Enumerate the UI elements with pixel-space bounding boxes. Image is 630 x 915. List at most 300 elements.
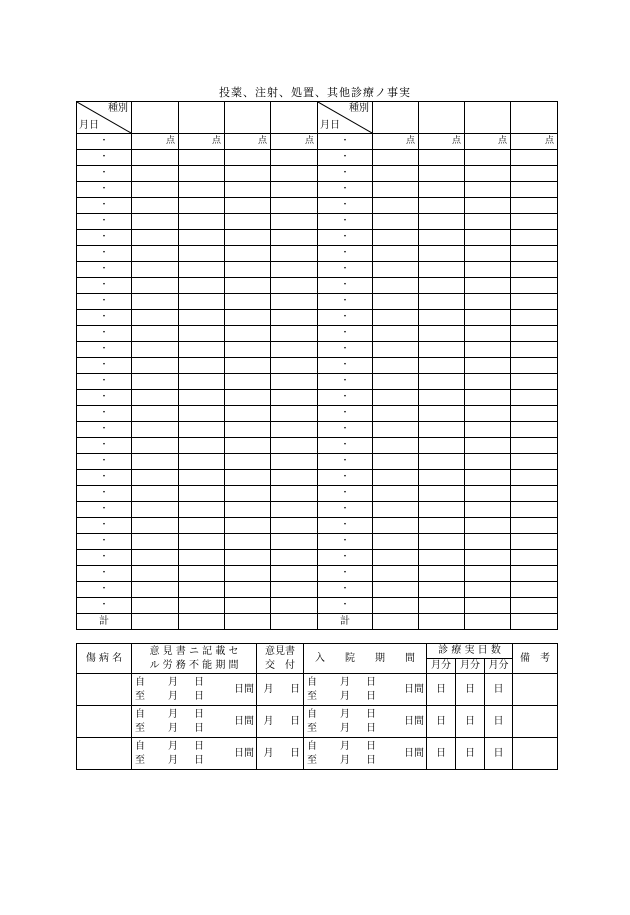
points-cell[interactable] [271,230,318,246]
kind-cell[interactable] [511,102,558,134]
points-cell[interactable] [225,358,271,374]
points-cell[interactable] [419,358,465,374]
date-cell[interactable]: ・ [77,214,132,230]
points-cell[interactable] [511,342,558,358]
date-cell[interactable]: ・ [77,486,132,502]
date-cell[interactable]: ・ [318,406,373,422]
date-cell[interactable]: ・ [77,550,132,566]
points-cell[interactable] [511,358,558,374]
points-cell[interactable] [465,582,511,598]
points-cell[interactable] [179,406,225,422]
points-cell[interactable] [465,518,511,534]
points-cell[interactable] [271,550,318,566]
points-cell[interactable] [419,582,465,598]
points-cell[interactable] [132,550,179,566]
points-cell[interactable] [271,326,318,342]
points-cell[interactable] [419,422,465,438]
date-cell[interactable]: ・ [318,358,373,374]
points-cell[interactable] [373,470,419,486]
date-cell[interactable]: ・ [77,198,132,214]
points-cell[interactable] [465,534,511,550]
points-cell[interactable] [132,294,179,310]
points-cell[interactable] [465,294,511,310]
points-cell[interactable] [373,486,419,502]
points-cell[interactable] [132,406,179,422]
points-cell[interactable] [132,374,179,390]
points-cell[interactable] [225,310,271,326]
points-cell[interactable] [373,550,419,566]
points-cell[interactable] [271,150,318,166]
points-cell[interactable] [225,550,271,566]
date-cell[interactable]: ・ [77,534,132,550]
points-cell[interactable] [419,246,465,262]
points-cell[interactable] [419,454,465,470]
date-cell[interactable]: ・ [77,566,132,582]
points-cell[interactable] [179,518,225,534]
points-cell[interactable] [511,582,558,598]
points-cell[interactable] [132,422,179,438]
date-cell[interactable]: ・ [77,230,132,246]
points-cell[interactable] [179,294,225,310]
points-cell[interactable] [419,534,465,550]
date-cell[interactable]: ・ [77,598,132,614]
points-cell[interactable] [419,566,465,582]
kind-cell[interactable] [271,102,318,134]
date-cell[interactable]: ・ [318,438,373,454]
points-cell[interactable] [465,374,511,390]
date-cell[interactable]: ・ [77,358,132,374]
points-cell[interactable] [271,166,318,182]
date-cell[interactable]: ・ [318,486,373,502]
points-cell[interactable] [373,374,419,390]
points-cell[interactable] [132,358,179,374]
points-cell[interactable] [373,534,419,550]
date-cell[interactable]: ・ [318,246,373,262]
points-cell[interactable] [373,582,419,598]
points-cell[interactable]: 点 [419,134,465,150]
points-cell[interactable] [373,262,419,278]
points-cell[interactable] [373,598,419,614]
points-cell[interactable] [179,470,225,486]
opinion-delivery-cell[interactable] [257,706,304,738]
points-cell[interactable] [179,502,225,518]
points-cell[interactable] [271,342,318,358]
points-cell[interactable] [225,534,271,550]
points-cell[interactable] [419,262,465,278]
points-cell[interactable] [132,534,179,550]
points-cell[interactable]: 点 [465,134,511,150]
points-cell[interactable] [271,406,318,422]
points-cell[interactable] [271,518,318,534]
points-cell[interactable] [419,486,465,502]
points-cell[interactable] [511,486,558,502]
date-cell[interactable]: ・ [318,454,373,470]
total-cell[interactable] [132,614,179,630]
date-cell[interactable]: ・ [318,598,373,614]
points-cell[interactable] [271,534,318,550]
date-cell[interactable]: ・ [318,582,373,598]
points-cell[interactable] [465,502,511,518]
points-cell[interactable] [419,550,465,566]
points-cell[interactable] [511,422,558,438]
points-cell[interactable] [132,230,179,246]
points-cell[interactable] [373,198,419,214]
total-cell[interactable] [465,614,511,630]
points-cell[interactable] [465,598,511,614]
points-cell[interactable] [132,278,179,294]
points-cell[interactable] [179,310,225,326]
total-cell[interactable] [511,614,558,630]
points-cell[interactable] [465,198,511,214]
date-cell[interactable]: ・ [318,502,373,518]
points-cell[interactable] [225,390,271,406]
points-cell[interactable] [511,214,558,230]
points-cell[interactable] [271,438,318,454]
points-cell[interactable] [132,182,179,198]
points-cell[interactable] [511,454,558,470]
date-cell[interactable]: ・ [77,422,132,438]
points-cell[interactable] [225,230,271,246]
total-cell[interactable] [419,614,465,630]
date-cell[interactable]: ・ [77,390,132,406]
treatment-days-cell[interactable]: 日 [485,706,513,738]
incapacity-period-cell[interactable] [132,738,257,770]
date-cell[interactable]: ・ [77,326,132,342]
points-cell[interactable] [179,214,225,230]
points-cell[interactable] [511,166,558,182]
points-cell[interactable] [373,358,419,374]
disease-name-cell[interactable] [77,706,132,738]
points-cell[interactable] [132,598,179,614]
points-cell[interactable] [271,422,318,438]
date-cell[interactable]: ・ [77,278,132,294]
points-cell[interactable] [271,262,318,278]
points-cell[interactable] [511,374,558,390]
points-cell[interactable] [179,438,225,454]
date-cell[interactable]: ・ [318,518,373,534]
points-cell[interactable]: 点 [225,134,271,150]
points-cell[interactable] [179,486,225,502]
points-cell[interactable] [179,166,225,182]
points-cell[interactable] [511,198,558,214]
date-cell[interactable]: ・ [77,454,132,470]
points-cell[interactable] [419,182,465,198]
points-cell[interactable] [271,294,318,310]
points-cell[interactable] [225,566,271,582]
date-cell[interactable]: ・ [77,502,132,518]
date-cell[interactable]: ・ [318,422,373,438]
points-cell[interactable] [465,246,511,262]
points-cell[interactable] [419,518,465,534]
treatment-days-cell[interactable]: 日 [485,738,513,770]
date-cell[interactable]: ・ [77,582,132,598]
points-cell[interactable] [271,246,318,262]
date-cell[interactable]: ・ [318,326,373,342]
points-cell[interactable] [511,182,558,198]
points-cell[interactable]: 点 [271,134,318,150]
treatment-days-cell[interactable]: 日 [456,738,485,770]
kind-cell[interactable] [225,102,271,134]
points-cell[interactable] [271,198,318,214]
date-cell[interactable]: ・ [77,374,132,390]
date-cell[interactable]: ・ [318,342,373,358]
points-cell[interactable] [419,598,465,614]
points-cell[interactable] [419,230,465,246]
total-cell[interactable] [225,614,271,630]
points-cell[interactable] [465,470,511,486]
points-cell[interactable] [225,518,271,534]
points-cell[interactable] [373,182,419,198]
points-cell[interactable] [465,310,511,326]
points-cell[interactable] [465,550,511,566]
points-cell[interactable] [225,262,271,278]
points-cell[interactable] [373,438,419,454]
date-cell[interactable]: ・ [318,278,373,294]
points-cell[interactable] [419,150,465,166]
date-cell[interactable]: ・ [77,342,132,358]
points-cell[interactable] [225,582,271,598]
points-cell[interactable] [132,166,179,182]
points-cell[interactable] [511,534,558,550]
points-cell[interactable] [225,374,271,390]
date-cell[interactable]: ・ [77,246,132,262]
total-cell[interactable] [179,614,225,630]
points-cell[interactable] [465,278,511,294]
points-cell[interactable] [419,294,465,310]
points-cell[interactable] [419,470,465,486]
date-cell[interactable]: ・ [318,470,373,486]
points-cell[interactable] [179,150,225,166]
points-cell[interactable] [465,150,511,166]
points-cell[interactable] [179,262,225,278]
points-cell[interactable] [132,470,179,486]
points-cell[interactable] [465,406,511,422]
points-cell[interactable] [465,230,511,246]
points-cell[interactable] [271,486,318,502]
points-cell[interactable] [132,454,179,470]
points-cell[interactable] [271,278,318,294]
points-cell[interactable] [373,166,419,182]
points-cell[interactable] [271,182,318,198]
points-cell[interactable] [271,566,318,582]
points-cell[interactable] [373,246,419,262]
points-cell[interactable] [179,358,225,374]
points-cell[interactable] [419,166,465,182]
points-cell[interactable] [271,502,318,518]
date-cell[interactable]: ・ [77,134,132,150]
points-cell[interactable] [419,214,465,230]
points-cell[interactable] [465,486,511,502]
points-cell[interactable] [373,230,419,246]
date-cell[interactable]: ・ [318,182,373,198]
points-cell[interactable] [225,470,271,486]
points-cell[interactable] [511,406,558,422]
points-cell[interactable] [179,534,225,550]
points-cell[interactable] [179,374,225,390]
points-cell[interactable] [465,390,511,406]
points-cell[interactable] [179,566,225,582]
points-cell[interactable] [271,390,318,406]
points-cell[interactable] [373,326,419,342]
treatment-days-cell[interactable]: 日 [427,706,456,738]
hospitalization-period-cell[interactable] [304,674,427,706]
points-cell[interactable] [373,150,419,166]
points-cell[interactable] [511,294,558,310]
points-cell[interactable] [373,214,419,230]
points-cell[interactable]: 点 [179,134,225,150]
points-cell[interactable] [511,566,558,582]
kind-cell[interactable] [373,102,419,134]
date-cell[interactable]: ・ [77,470,132,486]
date-cell[interactable]: ・ [318,390,373,406]
points-cell[interactable] [179,230,225,246]
points-cell[interactable] [511,470,558,486]
points-cell[interactable] [373,390,419,406]
date-cell[interactable]: ・ [77,406,132,422]
points-cell[interactable] [419,326,465,342]
remarks-cell[interactable] [513,738,558,770]
points-cell[interactable] [225,278,271,294]
date-cell[interactable]: ・ [77,518,132,534]
points-cell[interactable] [271,358,318,374]
points-cell[interactable] [419,310,465,326]
points-cell[interactable] [373,422,419,438]
opinion-delivery-cell[interactable] [257,674,304,706]
points-cell[interactable] [225,406,271,422]
points-cell[interactable] [225,438,271,454]
points-cell[interactable] [465,326,511,342]
date-cell[interactable]: ・ [77,262,132,278]
treatment-days-cell[interactable]: 日 [456,674,485,706]
points-cell[interactable] [132,310,179,326]
hospitalization-period-cell[interactable] [304,738,427,770]
points-cell[interactable] [373,342,419,358]
date-cell[interactable]: ・ [318,294,373,310]
points-cell[interactable] [511,246,558,262]
points-cell[interactable] [419,278,465,294]
points-cell[interactable] [465,438,511,454]
points-cell[interactable] [465,182,511,198]
points-cell[interactable] [511,390,558,406]
points-cell[interactable]: 点 [373,134,419,150]
remarks-cell[interactable] [513,674,558,706]
points-cell[interactable] [179,278,225,294]
points-cell[interactable] [132,214,179,230]
date-cell[interactable]: ・ [318,550,373,566]
total-cell[interactable] [271,614,318,630]
points-cell[interactable] [511,326,558,342]
points-cell[interactable] [511,310,558,326]
disease-name-cell[interactable] [77,674,132,706]
points-cell[interactable] [511,502,558,518]
date-cell[interactable]: ・ [318,166,373,182]
points-cell[interactable] [373,518,419,534]
points-cell[interactable] [225,182,271,198]
points-cell[interactable] [132,326,179,342]
date-cell[interactable]: ・ [318,262,373,278]
points-cell[interactable] [132,486,179,502]
points-cell[interactable] [465,166,511,182]
date-cell[interactable]: ・ [77,182,132,198]
points-cell[interactable] [132,150,179,166]
treatment-days-cell[interactable]: 日 [456,706,485,738]
points-cell[interactable] [179,422,225,438]
points-cell[interactable] [225,454,271,470]
points-cell[interactable] [511,262,558,278]
date-cell[interactable]: ・ [318,534,373,550]
points-cell[interactable] [271,454,318,470]
points-cell[interactable] [132,262,179,278]
opinion-delivery-cell[interactable] [257,738,304,770]
hospitalization-period-cell[interactable] [304,706,427,738]
points-cell[interactable] [225,214,271,230]
kind-cell[interactable] [419,102,465,134]
incapacity-period-cell[interactable] [132,706,257,738]
points-cell[interactable] [132,566,179,582]
points-cell[interactable] [373,566,419,582]
date-cell[interactable]: ・ [318,198,373,214]
points-cell[interactable] [225,342,271,358]
kind-cell[interactable] [132,102,179,134]
points-cell[interactable]: 点 [132,134,179,150]
date-cell[interactable]: ・ [318,214,373,230]
points-cell[interactable] [419,438,465,454]
points-cell[interactable] [179,454,225,470]
points-cell[interactable] [419,502,465,518]
points-cell[interactable] [179,582,225,598]
points-cell[interactable] [179,390,225,406]
remarks-cell[interactable] [513,706,558,738]
date-cell[interactable]: ・ [318,150,373,166]
points-cell[interactable] [271,310,318,326]
points-cell[interactable] [179,326,225,342]
points-cell[interactable] [225,166,271,182]
incapacity-period-cell[interactable] [132,674,257,706]
points-cell[interactable] [225,326,271,342]
date-cell[interactable]: ・ [318,230,373,246]
treatment-days-cell[interactable]: 日 [427,738,456,770]
points-cell[interactable] [465,566,511,582]
points-cell[interactable] [225,422,271,438]
treatment-days-cell[interactable]: 日 [427,674,456,706]
points-cell[interactable] [271,598,318,614]
kind-cell[interactable] [465,102,511,134]
points-cell[interactable] [373,278,419,294]
points-cell[interactable] [373,454,419,470]
treatment-days-cell[interactable]: 日 [485,674,513,706]
points-cell[interactable] [179,342,225,358]
points-cell[interactable] [132,198,179,214]
points-cell[interactable] [511,598,558,614]
points-cell[interactable] [179,550,225,566]
date-cell[interactable]: ・ [318,310,373,326]
points-cell[interactable] [179,182,225,198]
points-cell[interactable] [225,502,271,518]
date-cell[interactable]: ・ [77,294,132,310]
points-cell[interactable] [419,390,465,406]
points-cell[interactable] [511,230,558,246]
points-cell[interactable] [179,198,225,214]
points-cell[interactable] [132,438,179,454]
date-cell[interactable]: ・ [77,166,132,182]
points-cell[interactable] [271,470,318,486]
disease-name-cell[interactable] [77,738,132,770]
total-cell[interactable] [373,614,419,630]
points-cell[interactable]: 点 [511,134,558,150]
date-cell[interactable]: ・ [77,310,132,326]
points-cell[interactable] [132,502,179,518]
points-cell[interactable] [465,358,511,374]
